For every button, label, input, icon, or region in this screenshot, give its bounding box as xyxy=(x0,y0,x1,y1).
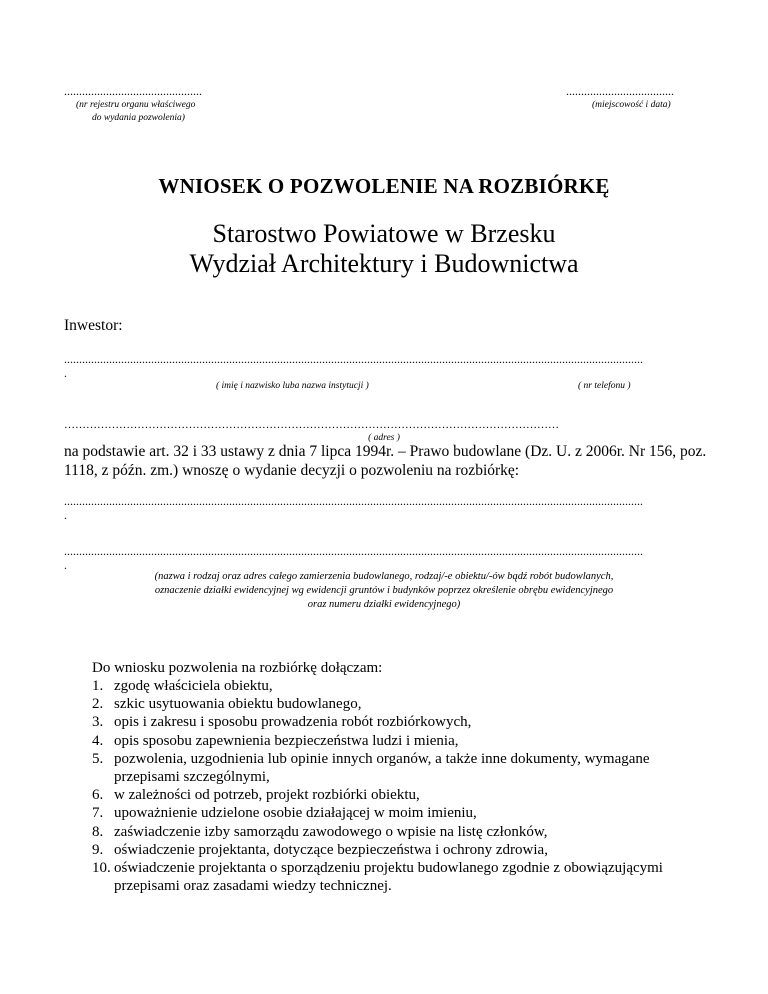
attachment-item-text: upoważnienie udzielone osobie działającej w moim imieniu, xyxy=(114,805,477,822)
attachment-item-text: opis i zakresu i sposobu prowadzenia robót rozbiórkowych, xyxy=(114,714,472,731)
legal-basis-line-2: 1118, z późn. zm.) wnoszę o wydanie decyzji o pozwoleniu na rozbiórkę: xyxy=(64,462,520,479)
authority-line-1: Starostwo Powiatowe w Brzesku xyxy=(212,219,556,248)
investor-name-caption: ( imię i nazwisko luba nazwa instytucji ) xyxy=(216,381,369,391)
attachments-list xyxy=(92,677,712,895)
attachment-item-text: zgodę właściciela obiektu, xyxy=(114,678,273,694)
place-date-caption: (miejscowość i data) xyxy=(592,100,671,110)
authority-line-2: Wydział Architektury i Budownictwa xyxy=(189,249,579,278)
attachment-item-number: 3. xyxy=(92,714,104,731)
attachment-item-text: opis sposobu zapewnienia bezpieczeństwa ludzi i mienia, xyxy=(114,732,459,749)
attachment-item-text: oświadczenie projektanta, dotyczące bezpieczeństwa i ochrony zdrowia, xyxy=(114,841,548,858)
investor-address-caption: ( adres ) xyxy=(368,433,400,443)
document-title: WNIOSEK O POZWOLENIE NA ROZBIÓRKĘ xyxy=(158,174,610,198)
attachment-item-text: pozwolenia, uzgodnienia lub opinie innych organów, a także inne dokumenty, wymagane przepisami szczególnymi, xyxy=(114,750,650,786)
attachment-item xyxy=(92,677,712,695)
attachment-item xyxy=(92,841,712,859)
attachment-item xyxy=(92,786,712,804)
attachment-item-number: 9. xyxy=(92,841,104,858)
registry-caption-line-2: do wydania pozwolenia) xyxy=(92,113,185,123)
project-description-line-1-tail: . xyxy=(64,508,67,522)
attachment-item xyxy=(92,713,712,731)
attachment-item-number: 8. xyxy=(92,823,104,840)
project-caption-line-2: oznaczenie działki ewidencyjnej wg ewidencji gruntów i budynków poprzez określenie obrębu ewidencyjnego xyxy=(154,585,614,596)
attachment-item-text: zaświadczenie izby samorządu zawodowego o wpisie na listę członków, xyxy=(114,823,548,840)
attachment-item-number: 7. xyxy=(92,805,104,822)
attachment-item-number: 5. xyxy=(92,750,104,767)
attachment-item-text: szkic usytuowania obiektu budowlanego, xyxy=(114,696,362,713)
investor-name-line-tail: . xyxy=(64,366,67,380)
place-date-line[interactable]: .................................... xyxy=(566,84,674,98)
attachment-item-number: 4. xyxy=(92,732,104,749)
attachment-item xyxy=(92,732,712,750)
attachment-item xyxy=(92,859,712,895)
attachment-item-number: 10. xyxy=(92,860,111,877)
registry-number-line[interactable]: .............................................. xyxy=(64,84,202,98)
project-caption-line-1: (nazwa i rodzaj oraz adres całego zamierzenia budowlanego, rodzaj/-e obiektu/-ów bądź robót budowlanych, xyxy=(154,571,614,582)
project-caption-line-3: oraz numeru działki ewidencyjnego) xyxy=(307,599,461,610)
attachment-item-number: 1. xyxy=(92,678,104,694)
attachment-item-text: oświadczenie projektanta o sporządzeniu projektu budowlanego zgodnie z obowiązującymi przepisami oraz zasadami wiedzy technicznej. xyxy=(114,860,663,895)
registry-caption-line-1: (nr rejestru organu właściwego xyxy=(76,100,196,110)
attachment-item xyxy=(92,823,712,841)
attachments-intro: Do wniosku pozwolenia na rozbiórkę dołączam: xyxy=(92,660,383,676)
project-description-line-2[interactable]: ................................................................................................................................................................................................. xyxy=(64,544,643,558)
investor-address-line[interactable]: ……………………………………………………………………………………………………………………… xyxy=(64,419,559,431)
investor-label: Inwestor: xyxy=(64,317,123,334)
legal-basis-line-1: na podstawie art. 32 i 33 ustawy z dnia 7 lipca 1994r. – Prawo budowlane (Dz. U. z 2006r. Nr 156, poz. xyxy=(64,443,707,460)
attachment-item-number: 6. xyxy=(92,787,104,804)
investor-phone-caption: ( nr telefonu ) xyxy=(578,381,631,391)
attachment-item xyxy=(92,750,712,786)
project-description-line-1[interactable]: ................................................................................................................................................................................................. xyxy=(64,494,643,508)
attachment-item xyxy=(92,695,712,713)
investor-name-line[interactable]: ................................................................................................................................................................................................. xyxy=(64,352,643,366)
attachment-item-number: 2. xyxy=(92,696,104,713)
attachment-item xyxy=(92,804,712,822)
project-description-line-2-tail: . xyxy=(64,558,67,572)
attachment-item-text: w zależności od potrzeb, projekt rozbiórki obiektu, xyxy=(114,787,420,804)
